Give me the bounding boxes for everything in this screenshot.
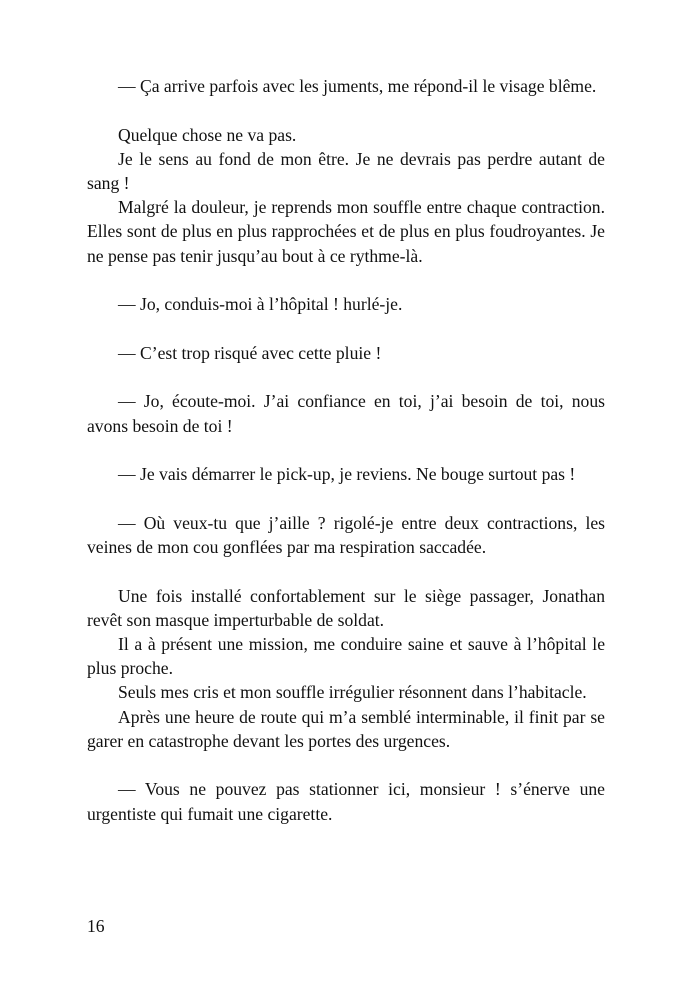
paragraph-spacer (87, 98, 605, 122)
page-body-text (87, 74, 605, 826)
paragraph-spacer (87, 316, 605, 340)
paragraph: Je le sens au fond de mon être. Je ne devrais pas perdre autant de sang ! (87, 148, 605, 193)
paragraph: Une fois installé confortablement sur le siège passager, Jonathan revêt son masque imperturbable de soldat. (87, 585, 605, 630)
paragraph: Malgré la douleur, je reprends mon souffle entre chaque contraction. Elles sont de plus en plus rapprochées et de plus en plus foudroyantes. Je ne pense pas tenir jusqu’au bout à ce rythme-là. (87, 197, 605, 266)
paragraph: — Où veux-tu que j’aille ? rigolé-je entre deux contractions, les veines de mon cou gonflées par ma respiration saccadée. (87, 512, 605, 557)
paragraph-spacer (87, 486, 605, 510)
paragraph-spacer (87, 268, 605, 292)
paragraph-spacer (87, 559, 605, 583)
paragraph: Quelque chose ne va pas. (118, 124, 297, 145)
paragraph: Après une heure de route qui m’a semblé interminable, il finit par se garer en catastrophe devant les portes des urgences. (87, 706, 605, 751)
paragraph: Il a à présent une mission, me conduire saine et sauve à l’hôpital le plus proche. (87, 633, 605, 679)
paragraph: Seuls mes cris et mon souffle irrégulier résonnent dans l’habitacle. (118, 682, 587, 703)
paragraph: — Jo, conduis-moi à l’hôpital ! hurlé-je. (118, 294, 403, 315)
paragraph-spacer (87, 365, 605, 389)
paragraph: — Je vais démarrer le pick-up, je reviens. Ne bouge surtout pas ! (118, 464, 576, 485)
paragraph: — Vous ne pouvez pas stationner ici, monsieur ! s’énerve une urgentiste qui fumait une cigarette. (87, 779, 605, 824)
paragraph-spacer (87, 438, 605, 462)
paragraph: — C’est trop risqué avec cette pluie ! (118, 342, 382, 363)
page-number: 16 (87, 916, 105, 936)
paragraph: — Ça arrive parfois avec les juments, me répond-il le visage blême. (118, 76, 597, 96)
paragraph-spacer (87, 753, 605, 777)
paragraph: — Jo, écoute-moi. J’ai confiance en toi, j’ai besoin de toi, nous avons besoin de toi ! (87, 391, 605, 436)
